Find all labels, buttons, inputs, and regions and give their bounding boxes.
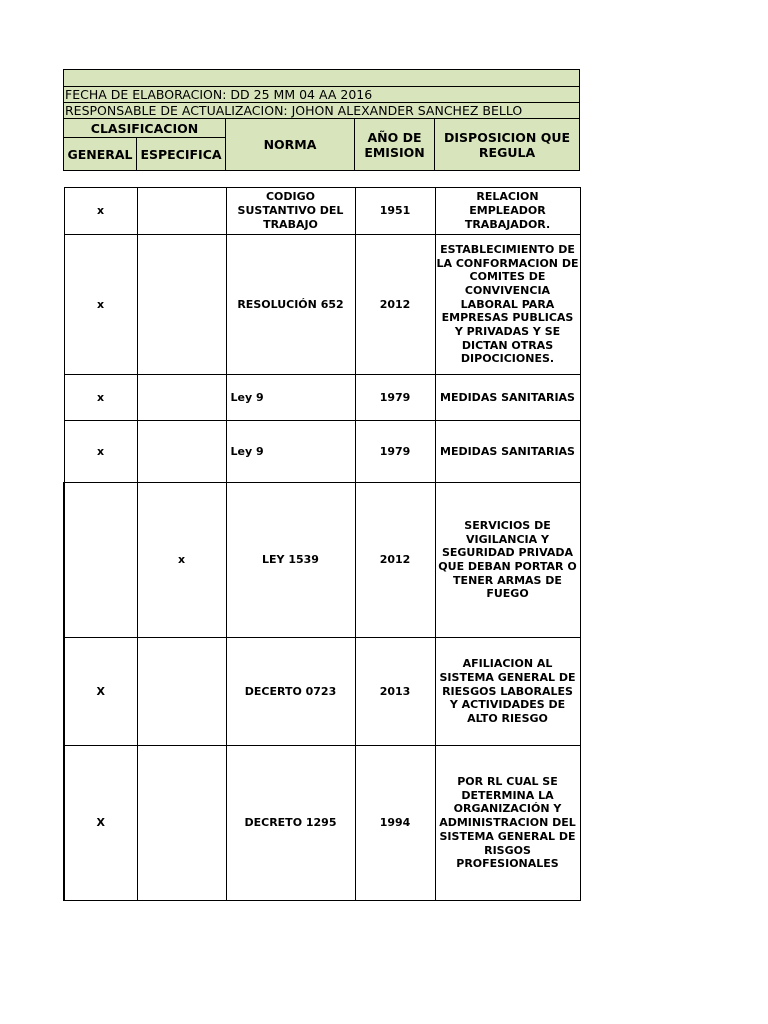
anio-header: AÑO DE EMISION (355, 119, 435, 171)
especifica-cell (137, 746, 226, 901)
norma-header: NORMA (226, 119, 355, 171)
disposicion-cell: MEDIDAS SANITARIAS (435, 421, 580, 483)
table-row (64, 746, 580, 901)
norma-cell: DECRETO 1295 (226, 746, 355, 901)
anio-cell: 2012 (355, 483, 435, 638)
disposicion-cell: AFILIACION AL SISTEMA GENERAL DE RIESGOS LABORALES Y ACTIVIDADES DE ALTO RIESGO (435, 638, 580, 746)
anio-cell: 1979 (355, 375, 435, 421)
especifica-header: ESPECIFICA (137, 138, 226, 171)
normas-table (63, 187, 581, 901)
general-cell (64, 483, 137, 638)
especifica-cell (137, 235, 226, 375)
general-cell: x (64, 375, 137, 421)
table-row (64, 375, 580, 421)
norma-cell: Ley 9 (226, 421, 355, 483)
norma-cell: CODIGO SUSTANTIVO DEL TRABAJO (226, 188, 355, 235)
norma-cell: DECERTO 0723 (226, 638, 355, 746)
general-cell: x (64, 235, 137, 375)
anio-cell: 2012 (355, 235, 435, 375)
fecha-elaboracion: FECHA DE ELABORACION: DD 25 MM 04 AA 2016 (64, 87, 580, 103)
especifica-cell (137, 188, 226, 235)
especifica-cell (137, 375, 226, 421)
general-cell: X (64, 746, 137, 901)
norma-cell: LEY 1539 (226, 483, 355, 638)
norma-cell: Ley 9 (226, 375, 355, 421)
anio-cell: 1979 (355, 421, 435, 483)
disposicion-header: DISPOSICION QUE REGULA (435, 119, 580, 171)
table-row (64, 188, 580, 235)
anio-cell: 1951 (355, 188, 435, 235)
norma-cell: RESOLUCIÓN 652 (226, 235, 355, 375)
especifica-cell (137, 638, 226, 746)
table-row (64, 638, 580, 746)
anio-cell: 1994 (355, 746, 435, 901)
header-table (63, 69, 580, 171)
general-cell: x (64, 188, 137, 235)
clasificacion-header: CLASIFICACION (64, 119, 226, 138)
disposicion-cell: POR RL CUAL SE DETERMINA LA ORGANIZACIÓN Y ADMINISTRACION DEL SISTEMA GENERAL DE RISGOS PROFESIONALES (435, 746, 580, 901)
especifica-cell (137, 421, 226, 483)
table-row (64, 483, 580, 638)
responsable-actualizacion: RESPONSABLE DE ACTUALIZACION: JOHON ALEXANDER SANCHEZ BELLO (64, 103, 580, 119)
general-cell: x (64, 421, 137, 483)
header-blank-row (64, 70, 580, 87)
disposicion-cell: SERVICIOS DE VIGILANCIA Y SEGURIDAD PRIVADA QUE DEBAN PORTAR O TENER ARMAS DE FUEGO (435, 483, 580, 638)
especifica-cell: x (137, 483, 226, 638)
table-row (64, 421, 580, 483)
disposicion-cell: RELACION EMPLEADOR TRABAJADOR. (435, 188, 580, 235)
disposicion-cell: MEDIDAS SANITARIAS (435, 375, 580, 421)
table-row (64, 235, 580, 375)
general-header: GENERAL (64, 138, 137, 171)
general-cell: X (64, 638, 137, 746)
disposicion-cell: ESTABLECIMIENTO DE LA CONFORMACION DE COMITES DE CONVIVENCIA LABORAL PARA EMPRESAS PUBLICAS Y PRIVADAS Y SE DICTAN OTRAS DIPOCICIONES. (435, 235, 580, 375)
anio-cell: 2013 (355, 638, 435, 746)
